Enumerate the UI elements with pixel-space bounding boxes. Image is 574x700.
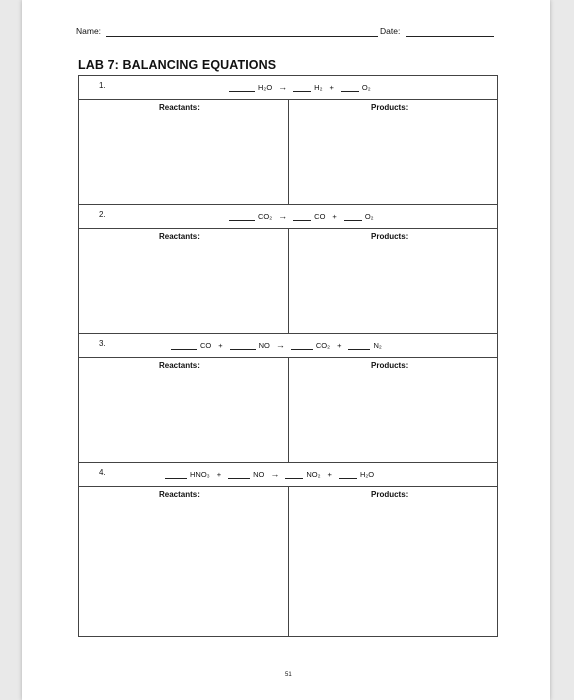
products-label: Products: [371,490,409,499]
formula: H₂ [314,83,323,92]
plus-sign: + [329,83,334,92]
formula: O₂ [361,83,371,92]
coefficient-blank[interactable] [291,341,313,350]
plus-sign: + [216,470,222,479]
date-line[interactable] [406,36,494,37]
worksheet-page [22,0,550,700]
problem-number: 4. [99,468,106,477]
yields-arrow: → [275,340,285,350]
coefficient-blank[interactable] [285,470,303,479]
coefficient-blank[interactable] [229,83,255,92]
coefficient-blank[interactable] [293,83,311,92]
column-divider [288,357,289,462]
products-label: Products: [371,361,409,370]
coefficient-blank[interactable] [230,341,256,350]
name-label: Name: [76,26,102,36]
equation-row-3 [79,334,497,358]
plus-sign: + [327,470,332,479]
formula: HNO₃ [190,470,210,479]
coefficient-blank[interactable] [348,341,370,350]
coefficient-blank[interactable] [229,212,255,221]
formula: NO [253,470,265,479]
coefficient-blank[interactable] [228,470,250,479]
formula: N₂ [373,341,382,350]
formula: CO [314,212,326,221]
plus-sign: + [337,341,342,350]
column-divider [288,228,289,333]
coefficient-blank[interactable] [171,341,197,350]
formula: H₂O [359,470,375,479]
formula: NO [258,341,270,350]
page-title: LAB 7: BALANCING EQUATIONS [78,58,277,72]
yields-arrow: → [278,82,288,92]
reactants-label: Reactants: [159,103,200,112]
problem-number: 2. [99,210,106,219]
formula: H₂O [258,83,273,92]
equation [171,340,382,350]
reactants-label: Reactants: [159,232,200,241]
name-line[interactable] [106,36,378,37]
coefficient-blank[interactable] [165,470,187,479]
column-divider [288,99,289,204]
formula: O₂ [364,212,374,221]
yields-arrow: → [278,211,288,221]
equation [229,82,371,92]
coefficient-blank[interactable] [339,470,357,479]
formula: CO [200,341,212,350]
equation-row-4 [79,463,497,487]
problem-number: 1. [99,81,106,90]
coefficient-blank[interactable] [293,212,311,221]
equation [229,211,374,221]
formula: NO₂ [306,470,321,479]
products-label: Products: [371,103,409,112]
formula: CO₂ [258,212,273,221]
equation-row-1 [79,76,497,100]
equations-table [78,75,498,637]
page-number: 51 [285,672,292,678]
plus-sign: + [332,212,337,221]
problem-number: 3. [99,339,106,348]
coefficient-blank[interactable] [344,212,362,221]
formula: CO₂ [315,341,331,350]
reactants-label: Reactants: [159,490,200,499]
coefficient-blank[interactable] [341,83,359,92]
date-label: Date: [380,26,401,36]
products-label: Products: [371,232,409,241]
equation [165,469,374,479]
column-divider [288,486,289,636]
reactants-label: Reactants: [159,361,200,370]
equation-row-2 [79,205,497,229]
plus-sign: + [218,341,223,350]
yields-arrow: → [270,469,280,479]
